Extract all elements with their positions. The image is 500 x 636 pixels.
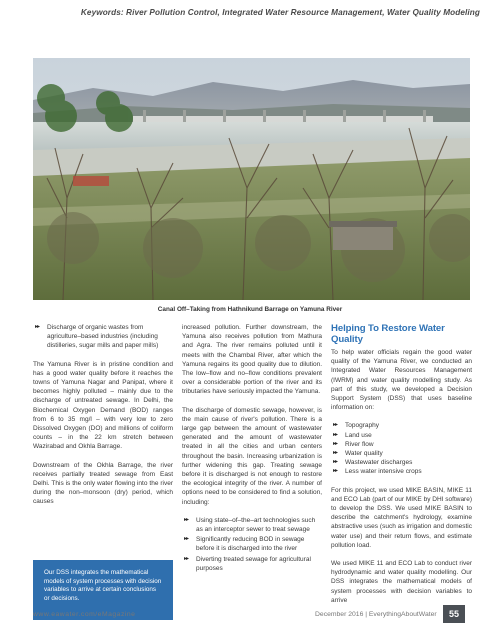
paragraph: We used MIKE 11 and ECO Lab to conduct river hydrodynamic and water quality modelling. Our DSS integrates the mathematical models of system processes with decision variables to arrive <box>331 560 472 604</box>
double-arrow-icon: ▸▸ <box>184 555 189 562</box>
list-item: ▸▸ Water quality <box>333 450 383 458</box>
page-number-badge: 55 <box>443 605 465 623</box>
footer-url-link[interactable]: www.eawater.com/eMagazine <box>33 611 136 618</box>
paragraph: For this project, we used MIKE BASIN, MIKE 11 and ECO Lab (part of our MIKE by DHI software) to develop the DSS. We used MIKE BASIN to describe the catchment's hydrology, examine abstractive uses (such as irrigation and domestic water use) and their return flows, and estimate pollution load. <box>331 486 472 549</box>
list-item: ▸▸ Diverting treated sewage for agricultural purposes <box>184 555 311 572</box>
paragraph: To help water officials regain the good water quality of the Yamuna River, we conducted an Integrated Water Resources Management (IWRM) and water quality modelling study. As part of this study, we developed a Decision Support System (DSS) that uses baseline information on: <box>331 349 472 412</box>
footer-issue: December 2016 | EverythingAboutWater <box>315 611 437 618</box>
baseline-bullet-list <box>331 421 472 476</box>
double-arrow-icon: ▸▸ <box>333 440 338 447</box>
column-1 <box>33 323 173 516</box>
list-item: ▸▸ Significantly reducing BOD in sewage before it is discharged into the river <box>184 536 305 553</box>
options-bullet-list <box>182 516 322 573</box>
double-arrow-icon: ▸▸ <box>333 468 338 475</box>
column-2 <box>182 323 322 582</box>
list-item: ▸▸ Discharge of organic wastes from agriculture–based industries (including distilleries, sugar mills and paper mills) <box>35 324 159 350</box>
column-3 <box>331 323 472 614</box>
page-keywords: Keywords: River Pollution Control, Integrated Water Resource Management, Water Quality Modeling <box>80 8 480 17</box>
double-arrow-icon: ▸▸ <box>333 431 338 438</box>
double-arrow-icon: ▸▸ <box>333 459 338 466</box>
double-arrow-icon: ▸▸ <box>333 450 338 457</box>
double-arrow-icon: ▸▸ <box>184 516 189 523</box>
figure-caption: Canal Off–Taking from Hathnikund Barrage on Yamuna River <box>157 306 343 313</box>
double-arrow-icon: ▸▸ <box>333 422 338 429</box>
industry-bullet-list <box>33 323 173 351</box>
dss-callout-box: Our DSS integrates the mathematical models of system processes with decision variables to arrive at certain conclusions or decisions. <box>33 560 173 620</box>
section-heading: Helping To Restore Water Quality <box>331 323 445 345</box>
list-item: ▸▸ Land use <box>333 431 372 439</box>
double-arrow-icon: ▸▸ <box>184 536 189 543</box>
paragraph: The Yamuna River is in pristine condition and has a good water quality before it reaches the towns of Yamuna Nagar and Panipat, where it becomes highly polluted – mainly due to the discharge of untreated sewage. In Delhi, the Biochemical Oxygen Demand (BOD) ranges from 6 to 35 mg/l – with very low to zero Dissolved Oxygen (DO) and millions of coliform counts – in the 22 km stretch between Wazirabad and Okhla Barrage. <box>33 360 173 451</box>
paragraph: Downstream of the Okhla Barrage, the river receives partially treated sewage from East Delhi. This is the only water flowing into the river during the non–monsoon (dry) period, which causes <box>33 461 173 506</box>
list-item: ▸▸ Less water intensive crops <box>333 468 422 476</box>
double-arrow-icon: ▸▸ <box>35 324 40 330</box>
barrage-photo <box>33 58 470 300</box>
paragraph: increased pollution. Further downstream, the Yamuna also receives pollution from Mathura and Agra. The river remains polluted until it meets with the Chambal River, after which the Yamuna regains its good quality due to dilution. The low–flow and no–flow conditions prevalent over a considerable portion of the river and its tributaries have seriously impacted the Yamuna. <box>182 324 322 396</box>
list-item: ▸▸ River flow <box>333 440 374 448</box>
paragraph: The discharge of domestic sewage, however, is the main cause of river's pollution. There is a large gap between the amount of wastewater generated and the amount of wastewater treated in all the cities and urban centers throughout the basin. Increasing urbanization is further widening this gap. Treating sewage before it is discharged is not enough to restore the ecological integrity of the river. A number of options need to be considered to find a solution, including: <box>182 406 322 506</box>
list-item: ▸▸ Wastewater discharges <box>333 459 413 467</box>
list-item: ▸▸ Using state–of–the–art technologies such as an interceptor sewer to treat sewage <box>184 516 316 534</box>
list-item: ▸▸ Topography <box>333 422 379 430</box>
